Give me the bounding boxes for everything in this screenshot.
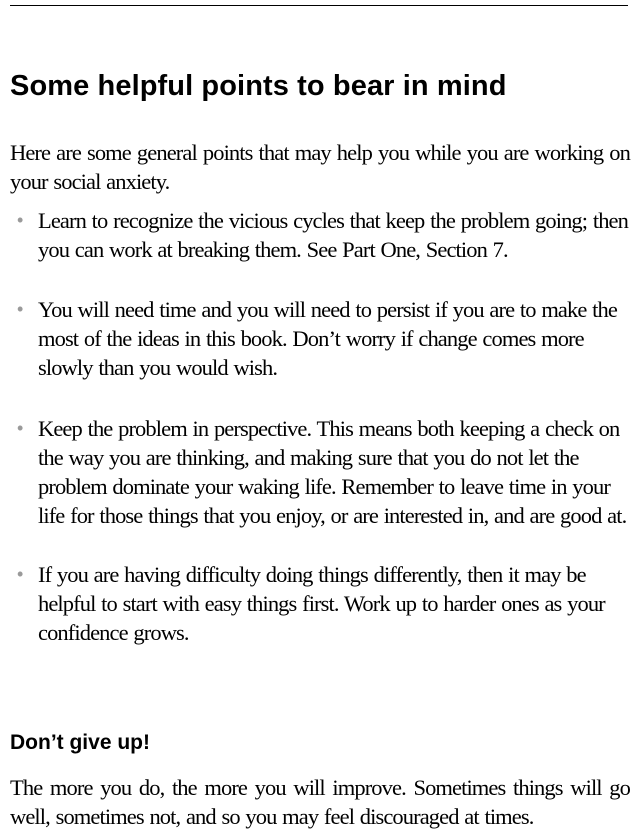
closing-paragraph: The more you do, the more you will improve. Sometimes things will go well, sometimes not, and so you may feel discouraged at times.	[10, 775, 630, 829]
tip-text: Learn to recognize the vicious cycles that keep the problem going; then you can work at breaking them. See Part One, Section 7.	[38, 208, 628, 262]
tip-item	[10, 295, 630, 382]
tip-item	[10, 414, 630, 530]
bullet-icon: •	[17, 210, 23, 230]
tip-text: If you are having difficulty doing things differently, then it may be helpful to start with easy things first. Work up to harder ones as your confidence grows.	[38, 562, 605, 645]
bullet-icon: •	[17, 299, 23, 319]
tip-text: Keep the problem in perspective. This means both keeping a check on the way you are thinking, and making sure that you do not let the problem dominate your waking life. Remember to leave time in your life for those things that you enjoy, or are interested in, and are good at.	[38, 416, 627, 528]
tip-text: You will need time and you will need to persist if you are to make the most of the ideas in this book. Don’t worry if change comes more slowly than you would wish.	[38, 297, 617, 380]
bullet-icon: •	[17, 564, 23, 584]
intro-paragraph: Here are some general points that may help you while you are working on your social anxiety.	[10, 140, 630, 194]
section-heading: Some helpful points to bear in mind	[10, 70, 507, 102]
bullet-icon: •	[17, 418, 23, 438]
sub-heading: Don’t give up!	[10, 731, 150, 754]
tip-item	[10, 560, 630, 647]
tips-list	[10, 206, 630, 678]
tip-item	[10, 206, 630, 264]
top-rule	[10, 5, 628, 6]
